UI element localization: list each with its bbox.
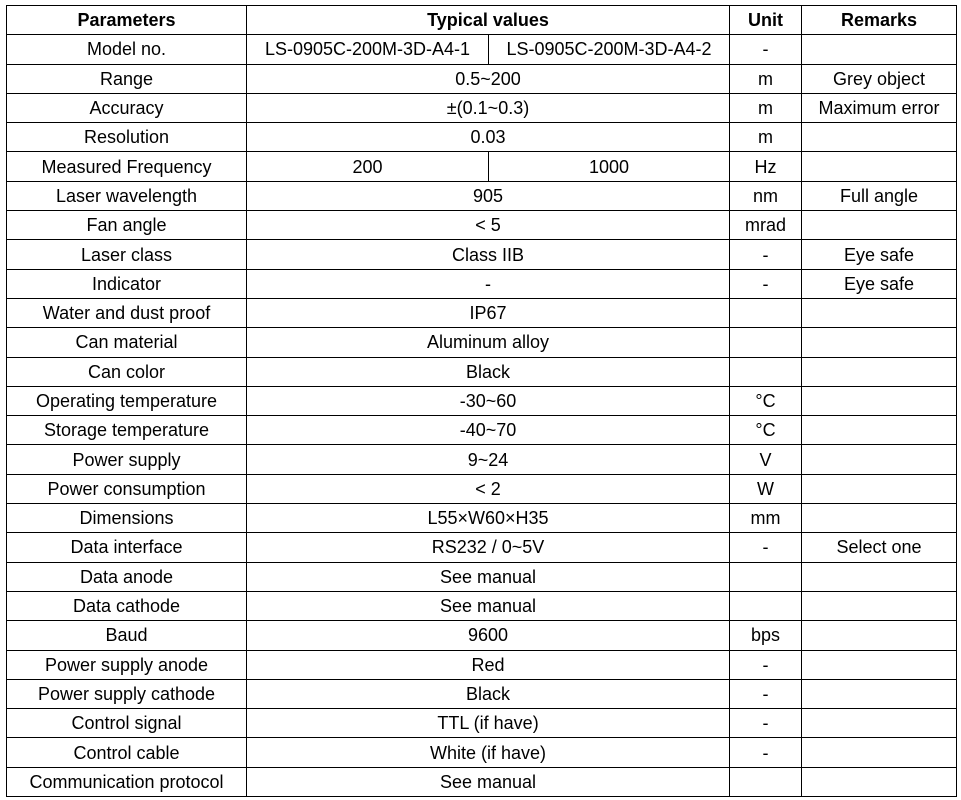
value-cell: - xyxy=(247,269,730,298)
remark-cell xyxy=(802,152,957,181)
table-row xyxy=(7,621,957,650)
remark-cell: Grey object xyxy=(802,64,957,93)
table-row xyxy=(7,386,957,415)
table-row xyxy=(7,357,957,386)
value-cell: ±(0.1~0.3) xyxy=(247,93,730,122)
remark-cell xyxy=(802,504,957,533)
unit-cell xyxy=(730,328,802,357)
param-cell: Data cathode xyxy=(7,591,247,620)
table-row xyxy=(7,562,957,591)
param-cell: Power consumption xyxy=(7,474,247,503)
table-row xyxy=(7,474,957,503)
unit-cell: - xyxy=(730,35,802,64)
table-row xyxy=(7,269,957,298)
table-row xyxy=(7,181,957,210)
remark-cell xyxy=(802,416,957,445)
value-cell: Black xyxy=(247,679,730,708)
unit-cell: mm xyxy=(730,504,802,533)
param-cell: Can color xyxy=(7,357,247,386)
table-row xyxy=(7,211,957,240)
unit-cell: - xyxy=(730,533,802,562)
table-row xyxy=(7,152,957,181)
header-remarks: Remarks xyxy=(802,6,957,35)
table-row xyxy=(7,328,957,357)
remark-cell xyxy=(802,211,957,240)
param-cell: Laser wavelength xyxy=(7,181,247,210)
value-cell: 0.5~200 xyxy=(247,64,730,93)
param-cell: Model no. xyxy=(7,35,247,64)
value-cell: See manual xyxy=(247,767,730,796)
remark-cell xyxy=(802,679,957,708)
remark-cell: Select one xyxy=(802,533,957,562)
unit-cell: m xyxy=(730,123,802,152)
value-cell: -40~70 xyxy=(247,416,730,445)
table-row xyxy=(7,298,957,327)
table-row xyxy=(7,738,957,767)
param-cell: Communication protocol xyxy=(7,767,247,796)
value-cell: L55×W60×H35 xyxy=(247,504,730,533)
value-cell: Class IIB xyxy=(247,240,730,269)
unit-cell: °C xyxy=(730,416,802,445)
param-cell: Dimensions xyxy=(7,504,247,533)
unit-cell: mrad xyxy=(730,211,802,240)
unit-cell: m xyxy=(730,93,802,122)
remark-cell xyxy=(802,709,957,738)
table-row xyxy=(7,767,957,796)
unit-cell xyxy=(730,357,802,386)
value-cell: < 5 xyxy=(247,211,730,240)
param-cell: Can material xyxy=(7,328,247,357)
remark-cell xyxy=(802,650,957,679)
remark-cell xyxy=(802,386,957,415)
table-row xyxy=(7,35,957,64)
table-row xyxy=(7,64,957,93)
value-cell: 0.03 xyxy=(247,123,730,152)
remark-cell xyxy=(802,357,957,386)
value-cell: 9600 xyxy=(247,621,730,650)
param-cell: Laser class xyxy=(7,240,247,269)
unit-cell: - xyxy=(730,650,802,679)
param-cell: Data anode xyxy=(7,562,247,591)
value-cell: RS232 / 0~5V xyxy=(247,533,730,562)
header-parameters: Parameters xyxy=(7,6,247,35)
param-cell: Water and dust proof xyxy=(7,298,247,327)
table-row xyxy=(7,709,957,738)
param-cell: Power supply cathode xyxy=(7,679,247,708)
unit-cell: W xyxy=(730,474,802,503)
param-cell: Accuracy xyxy=(7,93,247,122)
header-typical-values: Typical values xyxy=(247,6,730,35)
table-row xyxy=(7,416,957,445)
unit-cell: bps xyxy=(730,621,802,650)
unit-cell xyxy=(730,591,802,620)
table-row xyxy=(7,591,957,620)
value-cell: IP67 xyxy=(247,298,730,327)
unit-cell: Hz xyxy=(730,152,802,181)
remark-cell xyxy=(802,474,957,503)
spec-table xyxy=(6,5,957,797)
param-cell: Indicator xyxy=(7,269,247,298)
value-cell: 905 xyxy=(247,181,730,210)
param-cell: Control signal xyxy=(7,709,247,738)
remark-cell xyxy=(802,591,957,620)
remark-cell xyxy=(802,35,957,64)
remark-cell xyxy=(802,738,957,767)
remark-cell xyxy=(802,328,957,357)
param-cell: Range xyxy=(7,64,247,93)
remark-cell: Maximum error xyxy=(802,93,957,122)
unit-cell: nm xyxy=(730,181,802,210)
remark-cell: Eye safe xyxy=(802,269,957,298)
remark-cell: Full angle xyxy=(802,181,957,210)
remark-cell: Eye safe xyxy=(802,240,957,269)
param-cell: Data interface xyxy=(7,533,247,562)
unit-cell: - xyxy=(730,709,802,738)
param-cell: Storage temperature xyxy=(7,416,247,445)
table-row xyxy=(7,679,957,708)
value-cell: -30~60 xyxy=(247,386,730,415)
param-cell: Operating temperature xyxy=(7,386,247,415)
remark-cell xyxy=(802,445,957,474)
param-cell: Baud xyxy=(7,621,247,650)
table-row xyxy=(7,504,957,533)
unit-cell: V xyxy=(730,445,802,474)
table-row xyxy=(7,240,957,269)
unit-cell: - xyxy=(730,679,802,708)
value-cell: < 2 xyxy=(247,474,730,503)
unit-cell: - xyxy=(730,738,802,767)
table-row xyxy=(7,650,957,679)
table-row xyxy=(7,533,957,562)
table-row xyxy=(7,123,957,152)
param-cell: Power supply xyxy=(7,445,247,474)
value-cell: See manual xyxy=(247,591,730,620)
value-cell: See manual xyxy=(247,562,730,591)
remark-cell xyxy=(802,298,957,327)
table-row xyxy=(7,93,957,122)
unit-cell xyxy=(730,298,802,327)
value-cell: Red xyxy=(247,650,730,679)
value-cell: 1000 xyxy=(489,152,730,181)
value-cell: Aluminum alloy xyxy=(247,328,730,357)
param-cell: Measured Frequency xyxy=(7,152,247,181)
param-cell: Power supply anode xyxy=(7,650,247,679)
value-cell: White (if have) xyxy=(247,738,730,767)
unit-cell: °C xyxy=(730,386,802,415)
value-cell: LS-0905C-200M-3D-A4-1 xyxy=(247,35,489,64)
remark-cell xyxy=(802,767,957,796)
value-cell: 9~24 xyxy=(247,445,730,474)
table-row xyxy=(7,445,957,474)
header-row xyxy=(7,6,957,35)
value-cell: Black xyxy=(247,357,730,386)
value-cell: TTL (if have) xyxy=(247,709,730,738)
param-cell: Control cable xyxy=(7,738,247,767)
remark-cell xyxy=(802,123,957,152)
remark-cell xyxy=(802,562,957,591)
unit-cell xyxy=(730,562,802,591)
spec-table-body xyxy=(7,35,957,797)
value-cell: LS-0905C-200M-3D-A4-2 xyxy=(489,35,730,64)
header-unit: Unit xyxy=(730,6,802,35)
unit-cell: - xyxy=(730,240,802,269)
value-cell: 200 xyxy=(247,152,489,181)
remark-cell xyxy=(802,621,957,650)
param-cell: Resolution xyxy=(7,123,247,152)
unit-cell xyxy=(730,767,802,796)
param-cell: Fan angle xyxy=(7,211,247,240)
unit-cell: - xyxy=(730,269,802,298)
unit-cell: m xyxy=(730,64,802,93)
